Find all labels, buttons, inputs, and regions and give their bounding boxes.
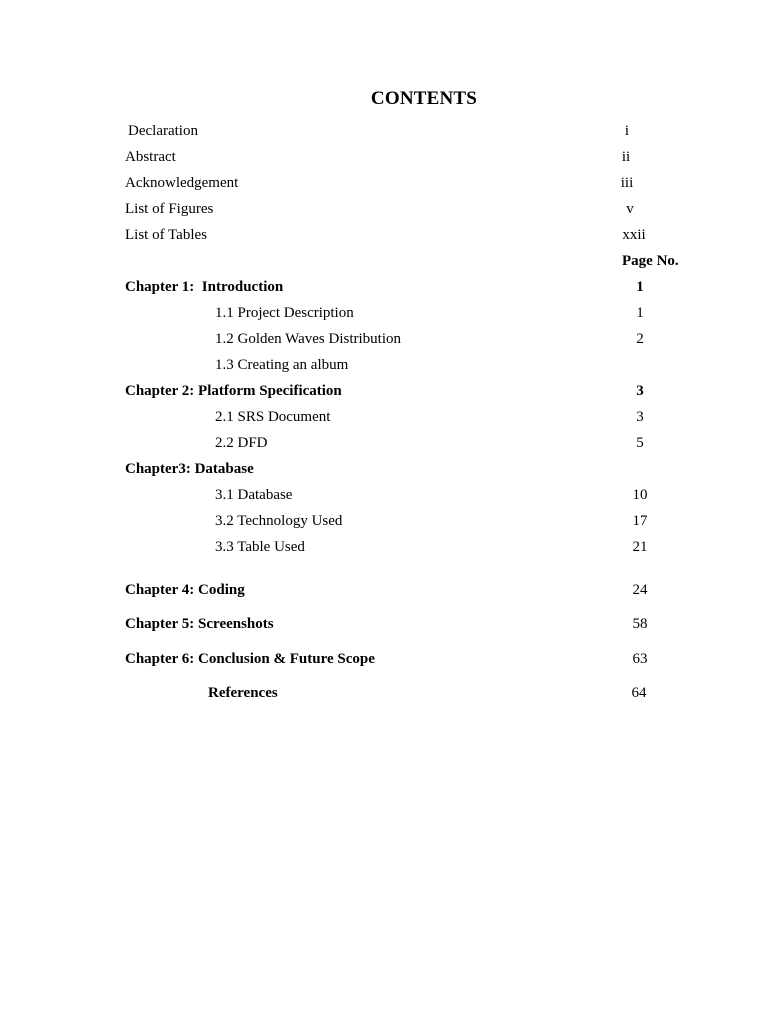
toc-section-1-3 [0,354,768,376]
toc-entry-label: Declaration [128,123,198,139]
toc-entry-page: v [626,201,634,217]
toc-chapter-2 [0,380,768,402]
toc-entry-page: xxii [622,227,646,243]
section-page: 21 [632,539,648,555]
section-page: 2 [636,331,644,347]
chapter-page: 3 [636,383,644,399]
chapter-label: Chapter3: Database [125,461,254,477]
section-label: 3.2 Technology Used [215,513,343,529]
section-label: 2.1 SRS Document [215,409,331,425]
toc-section-3-1 [0,484,768,506]
section-page: 5 [636,435,644,451]
section-label: 1.1 Project Description [215,305,354,321]
section-page: 3 [636,409,644,425]
chapter-page: 24 [632,582,648,598]
chapter-page: 58 [632,616,648,632]
toc-entry-page: ii [621,149,631,165]
section-label: 2.2 DFD [215,435,268,451]
section-label: 3.1 Database [215,487,293,503]
section-label: 3.3 Table Used [215,539,305,555]
chapter-label: Chapter 5: Screenshots [125,616,274,632]
toc-chapter-1 [0,276,768,298]
chapter-page: 1 [636,279,644,295]
toc-chapter-4 [0,579,768,601]
toc-entry-list-of-figures [0,198,768,220]
chapter-page: 63 [632,651,648,667]
toc-references [0,682,768,704]
section-page: 17 [632,513,648,529]
toc-entry-label: List of Figures [125,201,214,217]
toc-entry-page: i [624,123,630,139]
toc-section-2-1 [0,406,768,428]
references-page: 64 [631,685,647,701]
toc-section-1-2 [0,328,768,350]
toc-chapter-5 [0,613,768,635]
toc-entry-label: Acknowledgement [125,175,239,191]
toc-entry-declaration [0,120,768,142]
toc-entry-label: Abstract [125,149,176,165]
chapter-label: Chapter 6: Conclusion & Future Scope [125,651,375,667]
toc-entry-abstract [0,146,768,168]
toc-entry-acknowledgement [0,172,768,194]
toc-section-3-3 [0,536,768,558]
toc-entry-label: List of Tables [125,227,207,243]
chapter-label: Chapter 2: Platform Specification [125,383,342,399]
section-label: 1.2 Golden Waves Distribution [215,331,401,347]
toc-chapter-6 [0,648,768,670]
section-label: 1.3 Creating an album [215,357,349,373]
chapter-label: Chapter 4: Coding [125,582,245,598]
section-page: 1 [636,305,644,321]
toc-entry-page: iii [620,175,634,191]
toc-chapter-3 [0,458,768,480]
page-number-header-row [0,250,768,272]
toc-section-1-1 [0,302,768,324]
toc-section-2-2 [0,432,768,454]
references-label: References [208,685,278,701]
toc-entry-list-of-tables [0,224,768,246]
page-number-header: Page No. [622,253,679,269]
toc-section-3-2 [0,510,768,532]
section-page: 10 [632,487,648,503]
chapter-label: Chapter 1: Introduction [125,279,284,295]
page-title: CONTENTS [370,88,478,109]
